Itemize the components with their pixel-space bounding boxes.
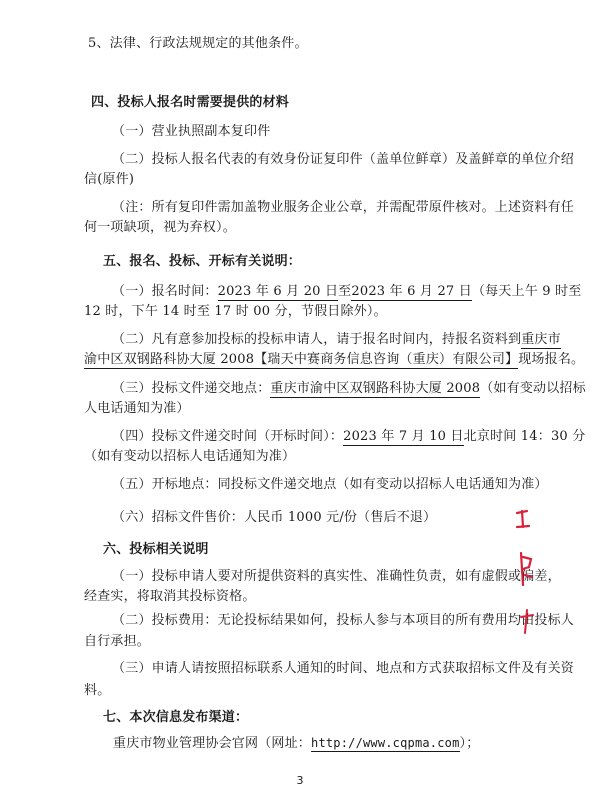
s5-i2-loc1: 重庆市 (521, 332, 561, 347)
s5-item-4b: （如有变动以招标人电话通知为准） (84, 449, 296, 464)
s5-i3-loc: 重庆市渝中区双钢路科协大厦 2008 (270, 381, 481, 396)
s5-i3-post: （如有变动以招标 (480, 381, 586, 396)
s5-i4-pre: （四）投标文件递交时间（开标时间）： (112, 429, 344, 444)
s6-item-2a: （二）投标费用：无论投标结果如何，投标人参与本项目的所有费用均由投标人 (112, 613, 575, 628)
s5-i3-pre: （三）投标文件递交地点： (112, 381, 271, 396)
s6-item-2b: 自行承担。 (84, 634, 151, 649)
s4-item-1: （一）营业执照副本复印件 (112, 124, 271, 139)
s5-i1-mid: 至 (338, 284, 352, 299)
page-number: 3 (296, 774, 304, 787)
section-7-heading: 七、本次信息发布渠道： (103, 710, 249, 725)
s7-channel-line (113, 735, 479, 752)
s5-i1-post: （每天上午 9 时至 (471, 284, 582, 299)
s5-i2-loc2: 渝中区双钢路科协大厦 2008【瑞天中赛商务信息咨询（重庆）有限公司】 (84, 352, 519, 367)
s4-note-a: （注：所有复印件需加盖物业服务企业公章，并需配带原件核对。上述资料有任 (112, 200, 575, 215)
s5-item-1 (112, 284, 581, 300)
s5-item-5: （五）开标地点：同投标文件递交地点（如有变动以招标人电话通知为准） (112, 477, 548, 492)
s4-note-b: 何一项缺项，视为弃权）。 (84, 220, 236, 235)
section-4-heading: 四、投标人报名时需要提供的材料 (91, 95, 290, 110)
s5-item-3 (112, 381, 586, 397)
s5-i1-date-end: 2023 年 6 月 27 日 (351, 284, 472, 299)
seal-mark-fragments (505, 505, 545, 655)
s5-i4-date: 2023 年 7 月 10 日 (343, 429, 464, 444)
s5-i4-post: 北京时间 14：30 分 (463, 429, 586, 444)
s5-item-2 (112, 332, 561, 348)
section-6-heading: 六、投标相关说明 (103, 542, 209, 557)
s6-item-1a: （一）投标申请人要对所提供资料的真实性、准确性负责，如有虚假或偏差， (112, 569, 561, 584)
s4-item-2b: 信(原件) (84, 172, 135, 187)
s5-item-2b (84, 352, 584, 368)
s5-item-4 (112, 429, 585, 445)
s5-i2-post: 现场报名。 (518, 352, 585, 367)
s7-channel-pre: 重庆市物业管理协会官网（网址： (113, 736, 312, 751)
s6-item-3a: （三）申请人请按照招标联系人通知的时间、地点和方式获取招标文件及有关资 (112, 661, 575, 676)
s7-website-link[interactable]: http://www.cqpma.com (311, 736, 460, 750)
s5-item-6: （六）招标文件售价：人民币 1000 元/份（售后不退） (112, 510, 437, 525)
condition-5: 5、法律、行政法规规定的其他条件。 (88, 36, 308, 51)
s6-item-3b: 料。 (84, 683, 111, 698)
s5-i1-date-start: 2023 年 6 月 20 日 (217, 284, 339, 299)
section-5-heading: 五、报名、投标、开标有关说明： (103, 254, 302, 269)
s5-i2-pre: （二）凡有意参加投标的投标申请人，请于报名时间内，持报名资料到 (112, 332, 522, 347)
s6-item-1b: 经查实，将取消其投标资格。 (84, 589, 256, 604)
s5-item-3b: 人电话通知为准） (84, 401, 190, 416)
s5-i1-pre: （一）报名时间： (112, 284, 218, 299)
s5-item-1b: 12 时，下午 14 时至 17 时 00 分，节假日除外）。 (84, 304, 387, 319)
s4-item-2a: （二）投标人报名代表的有效身份证复印件（盖单位鲜章）及盖鲜章的单位介绍 (112, 152, 575, 167)
s7-channel-post: ）； (459, 736, 480, 751)
